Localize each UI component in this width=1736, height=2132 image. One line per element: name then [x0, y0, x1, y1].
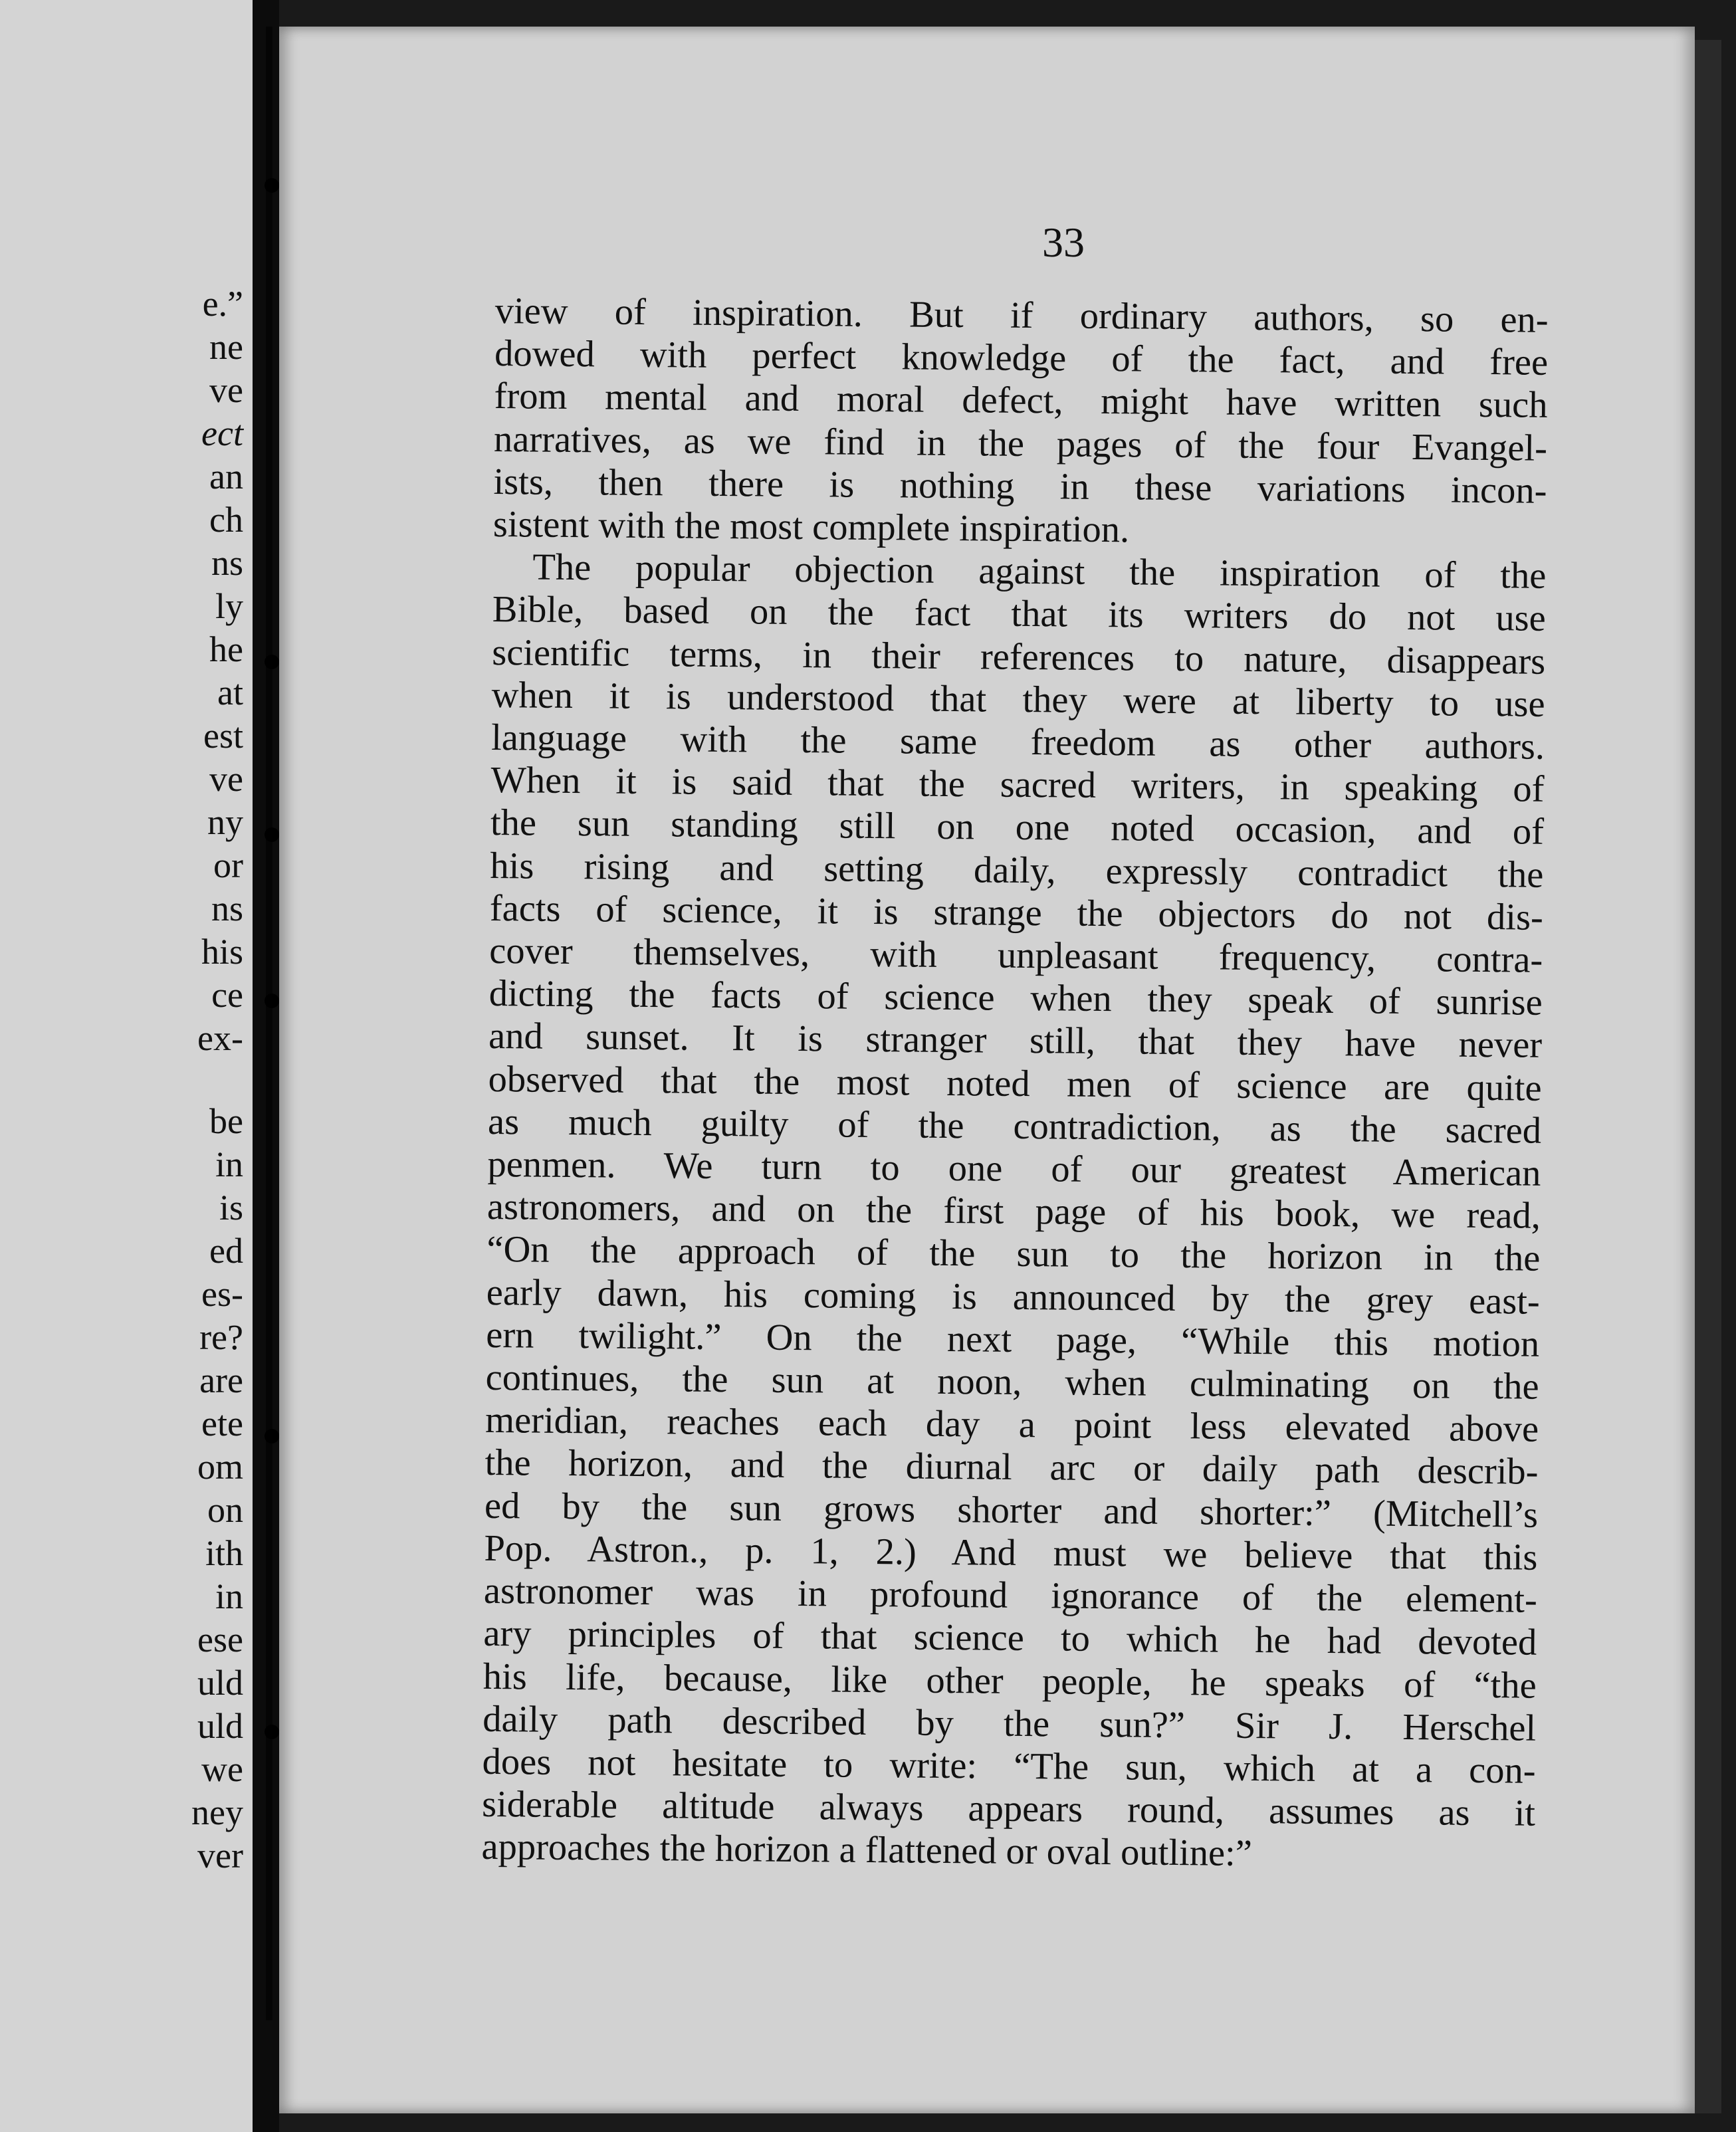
- left-page-text-fragment: at: [217, 673, 243, 712]
- text-line: dicting the facts of science when they speak of sunrise: [488, 973, 1543, 1024]
- left-page-text-fragment: om: [197, 1447, 243, 1487]
- binding-stitch: [265, 178, 279, 193]
- text-line: from mental and moral defect, might have written such: [494, 375, 1548, 427]
- binding-stitch: [265, 827, 279, 842]
- text-line: siderable altitude always appears round, assumes as it: [481, 1784, 1536, 1834]
- binding-stitch: [265, 655, 279, 669]
- text-line: his life, because, like other people, he speaks of “the: [483, 1655, 1537, 1707]
- binding-stitch: [265, 1429, 279, 1443]
- text-line: approaches the horizon a flattened or oval outline:”: [481, 1826, 1253, 1875]
- text-line: ed by the sun grows shorter and shorter:” (Mitchell’s: [484, 1485, 1539, 1536]
- page-number: 33: [1042, 219, 1085, 266]
- text-line: sistent with the most complete inspiration.: [492, 504, 1130, 551]
- left-page-text-fragment: we: [201, 1749, 243, 1789]
- left-page-text-fragment: be: [209, 1101, 243, 1141]
- text-line: continues, the sun at noon, when culminating on the: [485, 1357, 1539, 1408]
- text-line: ern twilight.” On the next page, “While this motion: [486, 1314, 1540, 1365]
- left-page-text-fragment: est: [203, 716, 243, 756]
- text-line: does not hesitate to write: “The sun, which at a con-: [482, 1741, 1536, 1792]
- left-page-text-fragment: ns: [211, 889, 243, 928]
- text-line: and sunset. It is stranger still, that they have never: [488, 1015, 1543, 1067]
- text-line: the horizon, and the diurnal arc or daily path describ-: [485, 1442, 1539, 1493]
- binding-stitch: [265, 994, 279, 1008]
- text-line: penmen. We turn to one of our greatest American: [487, 1144, 1541, 1194]
- left-page-text-fragment: uld: [197, 1663, 243, 1703]
- left-page-text-fragment: ns: [211, 543, 243, 583]
- left-page-text-fragment: ese: [197, 1620, 243, 1659]
- text-line: meridian, reaches each day a point less elevated above: [485, 1400, 1539, 1451]
- text-line: when it is understood that they were at liberty to use: [491, 674, 1545, 725]
- text-line: “On the approach of the sun to the horizon in the: [487, 1229, 1541, 1280]
- text-line: narratives, as we find in the pages of the four Evangel-: [493, 418, 1548, 469]
- text-line: dowed with perfect knowledge of the fact, and free: [494, 333, 1549, 384]
- left-page-text-fragment: ed: [209, 1231, 243, 1271]
- left-page-text-fragment: ve: [209, 370, 243, 410]
- text-line: astronomer was in profound ignorance of the element-: [483, 1570, 1538, 1621]
- text-line: as much guilty of the contradiction, as the sacred: [487, 1101, 1542, 1152]
- left-page-text-fragment: ney: [191, 1792, 243, 1832]
- left-page-text-fragment: an: [209, 457, 243, 496]
- text-line: ary principles of that science to which he had devoted: [483, 1613, 1537, 1664]
- left-page-text-fragment: e.”: [202, 284, 243, 324]
- text-line: his rising and setting daily, expressly contradict the: [490, 845, 1544, 896]
- left-page-text-fragment: in: [215, 1576, 243, 1616]
- left-page-text-fragment: ne: [209, 327, 243, 367]
- left-page-text-fragment: ce: [211, 975, 243, 1015]
- text-line: When it is said that the sacred writers, in speaking of: [490, 760, 1545, 811]
- left-page-text-fragment: ver: [197, 1836, 243, 1875]
- text-line: facts of science, it is strange the objectors do not dis-: [489, 887, 1544, 938]
- left-page-text-fragment: ith: [205, 1533, 243, 1573]
- text-line: Bible, based on the fact that its writers do not use: [492, 589, 1547, 640]
- left-page-text-fragment: ly: [215, 586, 243, 626]
- left-page-text-fragment: ch: [209, 500, 243, 540]
- left-page-text-fragment: ex-: [197, 1018, 243, 1058]
- left-page-text-fragment: his: [201, 932, 243, 972]
- left-page-text-fragment: he: [209, 629, 243, 669]
- text-line: view of inspiration. But if ordinary authors, so en-: [494, 290, 1549, 341]
- text-line: Pop. Astron., p. 1, 2.) And must we believe that this: [484, 1527, 1538, 1578]
- binding-stitch: [265, 1725, 279, 1739]
- body-text: [481, 290, 1549, 1877]
- text-line: cover themselves, with unpleasant frequency, contra-: [489, 930, 1543, 981]
- text-line: daily path described by the sun?” Sir J. Herschel: [482, 1698, 1537, 1749]
- left-page-text-fragment: ete: [201, 1404, 243, 1443]
- right-page-edge: [1695, 40, 1721, 2113]
- left-page-text-fragment: ny: [207, 802, 243, 842]
- binding-spine: [266, 27, 272, 2020]
- text-line: astronomers, and on the first page of his book, we read,: [487, 1186, 1541, 1237]
- text-line: early dawn, his coming is announced by the grey east-: [486, 1271, 1541, 1323]
- left-page-text-fragment: are: [199, 1360, 243, 1400]
- right-page: [279, 27, 1695, 2113]
- left-page-text-fragment: uld: [197, 1706, 243, 1746]
- left-page-text-fragment: re?: [199, 1317, 243, 1357]
- text-line: ists, then there is nothing in these variations incon-: [493, 461, 1547, 512]
- text-line: The popular objection against the inspiration of the: [532, 546, 1547, 597]
- text-line: the sun standing still on one noted occasion, and of: [490, 802, 1545, 853]
- left-page-text-fragment: or: [213, 845, 243, 885]
- left-page-text-fragment: in: [215, 1144, 243, 1184]
- text-line: scientific terms, in their references to nature, disappears: [491, 631, 1546, 683]
- text-line: observed that the most noted men of science are quite: [488, 1058, 1542, 1109]
- text-line: language with the same freedom as other authors.: [490, 717, 1545, 768]
- left-page-text-fragment: es-: [201, 1274, 243, 1314]
- left-page-text-fragment: on: [207, 1490, 243, 1530]
- left-page-text-fragment: ve: [209, 759, 243, 799]
- left-page-text-fragment: is: [219, 1188, 243, 1227]
- left-page-text-fragment: ect: [201, 413, 243, 453]
- left-page: [0, 0, 253, 2132]
